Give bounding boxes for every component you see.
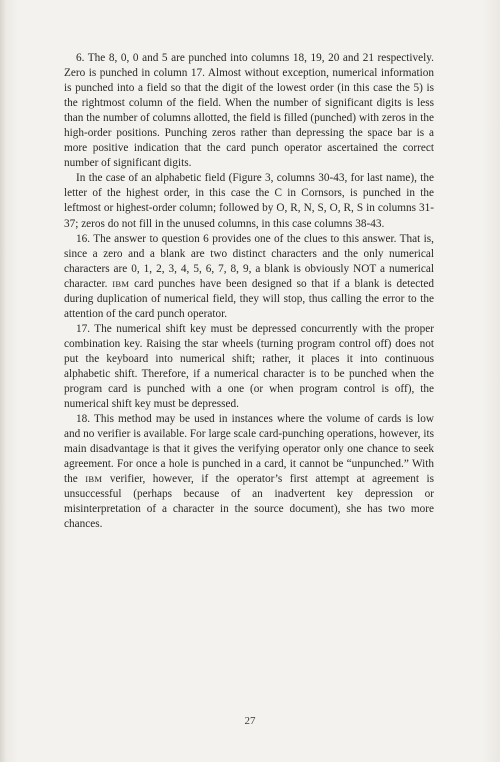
ibm-smallcaps: IBM — [112, 278, 130, 289]
ibm-smallcaps: IBM — [85, 474, 103, 485]
paragraph-text: 16. The answer to question 6 provides one of the clues to this answer. That is, since a zero and a blank are two distinct characters and the only numerical characters are 0, 1, 2, 3, 4, 5, 6, 7, 8, 9, a blank is obviously NOT a numerical character. — [64, 232, 434, 290]
paragraph-answer-17 — [64, 322, 434, 412]
paragraph-text: card punches have been designed so that if a blank is detected during duplication of numerical field, they will stop, thus calling the error to the attention of the card punch operator. — [64, 277, 434, 320]
body-text — [64, 51, 434, 533]
binding-shadow — [0, 0, 6, 762]
paragraph-text: In the case of an alphabetic field (Figure 3, columns 30-43, for last name), the letter of the highest order, in this case the C in Cornsors, is punched in the leftmost or highest-order column; followed by O, R, N, S, O, R, S in columns 31-37; zeros do not fill in the unused columns, in this case columns 38-43. — [64, 172, 434, 230]
paragraph-text: 18. This method may be used in instances where the volume of cards is low and no verifier is available. For large scale card-punching operations, however, its main disadvantage is that it gives the verifying operator only one chance to seek agreement. For once a hole is punched in a card, it cannot be “unpunched.” With the — [64, 413, 434, 486]
paragraph-text: 6. The 8, 0, 0 and 5 are punched into columns 18, 19, 20 and 21 respectively. Zero is punched in column 17. Almost without exception, numerical information is punched into a field so that the digit of the lowest order (in this case the 5) is the rightmost column of the field. When the number of significant digits is less than the number of columns allotted, the field is filled (punched) with zeros in the high-order positions. Punching zeros rather than depressing the space bar is a more positive indication that the card punch operator ascertained the correct number of significant digits. — [64, 52, 434, 170]
paragraph-text: 17. The numerical shift key must be depressed concurrently with the proper combination key. Raising the star wheels (turning program control off) does not put the keyboard into numerical shift; rather, it places it into continuous alphabetic shift. Therefore, if a numerical character is to be punched when the program card is punched with a one (or when program control is off), the numerical shift key must be depressed. — [64, 322, 434, 411]
paragraph-answer-18 — [64, 412, 434, 532]
paragraph-answer-6 — [64, 51, 434, 171]
paragraph-alphabetic-field — [64, 171, 434, 231]
paragraph-text: verifier, however, if the operator’s first attempt at agreement is unsuccessful (perhaps because of an inadvertent key depression or misinterpretation of a character in the source document), she has two more chances. — [64, 473, 434, 531]
page-number: 27 — [244, 715, 256, 727]
paragraph-answer-16 — [64, 232, 434, 322]
